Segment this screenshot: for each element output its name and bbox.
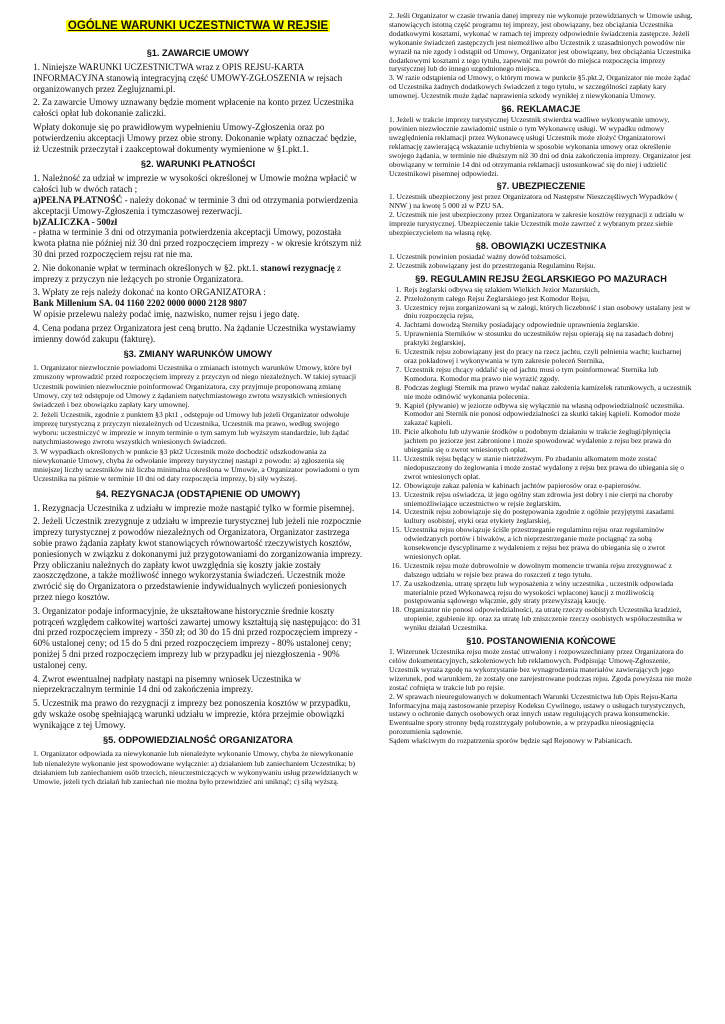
deposit-text: - płatna w terminie 3 dni od otrzymania potwierdzenia akceptacji Umowy, pozostała kwota płatna nie później niż 30 dni przed rozpoczęciem imprezy - w okresie krótszym niż 30 dni przed rozpoczęciem rejsu rat nie ma. — [33, 227, 362, 259]
list-item: 5. Uprawnienia Sterników w stosunku do uczestników rejsu opierają się na zasadach dobrej praktyki żeglarskiej, — [403, 330, 693, 348]
s2-paragraph-3 — [33, 287, 363, 319]
s2-paragraph-4: 4. Cena podana przez Organizatora jest ceną brutto. Na żądanie Uczestnika wystawiamy imienny dowód zakupu (fakturę). — [33, 322, 356, 344]
section-10-title: §10. POSTANOWIENIA KOŃCOWE — [466, 636, 616, 647]
section-8-title: §8. OBOWIĄZKI UCZESTNIKA — [475, 240, 607, 251]
s6-paragraph-1: 1. Jeżeli w trakcie imprezy turystycznej Uczestnik stwierdza wadliwe wykonywanie umowy, powinien niezwłocznie zawiadomić ustnie o tym Wykonawcę usługi. W wypadku odmowy uwzględnienia reklamacji przez Wykonawcę usługi Uczestnik może złożyć Organizatorowi reklamację zawierającą wskazanie uchybienia w sposobie wykonania umowy oraz określenie swojego żądania, w terminie nie dłuższym niż 30 dni od dnia zakończenia imprezy. Organizator jest obowiązany w terminie 14 dni od otrzymania reklamacji ustosunkować się do niej i udzielić Uczestnikowi pisemnej odpowiedzi. — [389, 115, 691, 178]
s2-paragraph-1 — [33, 173, 363, 259]
s2-p2-text-a: 2. Nie dokonanie wpłat w terminach określonych w §2. pkt.1. — [33, 262, 261, 273]
s3-paragraph-2: 2. Jeżeli Uczestnik, zgodnie z punktem §3 pkt1 , odstępuje od Umowy lub jeżeli Organizator odwołuje imprezę turystyczną z przyczyn niezależnych od Uczestnika, Uczestnik ma prawo, według swojego wyboru: uczestniczyć w imprezie w innym terminie o tym samym lub wyższym standardzie, lub żądać natychmiastowego zwrotu wszystkich wniesionych świadczeń. — [33, 409, 350, 447]
s1-paragraph-1: 1. Niniejsze WARUNKI UCZESTNICTWA wraz z OPIS REJSU-KARTA INFORMACYJNA stanowią integracyjną część UMOWY-ZGŁOSZENIA w rejsach organizowanych przez Zeglujznami.pl. — [33, 62, 343, 94]
section-7-title: §7. UBEZPIECZENIE — [496, 181, 586, 192]
list-item: 13. Uczestnik rejsu oświadcza, iż jego ogólny stan zdrowia jest dobry i nie cierpi na choroby uniemożliwiające uczestnictwo w rejsie żeglarskim, — [403, 491, 693, 509]
section-2-title: §2. WARUNKI PŁATNOŚCI — [140, 159, 256, 170]
list-item: 8. Podczas żeglugi Sternik ma prawo wydać nakaz założenia kamizelek ratunkowych, a uczestnik nie może odmówić wykonania polecenia. — [403, 384, 693, 402]
s7-paragraph-2: 2. Uczestnik nie jest ubezpieczony przez Organizatora w zakresie kosztów rezygnacji z udziału w imprezie turystycznej. Ubezpieczenie takie Uczestnik może zawrzeć z wybranym przez siebie ubezpieczycielem na własną rękę. — [389, 210, 684, 238]
list-item: 11. Uczestnik rejsu będący w stanie nietrzeźwym. Po zbadaniu alkomatem może zostać niedopuszczony do żeglowania i może zostać wydalony z rejsu bez prawa do ubiegania się o zwrot wniesionych opłat. — [403, 455, 693, 482]
s8-paragraph-1: 1. Uczestnik powinien posiadać ważny dowód tożsamości. — [389, 251, 567, 261]
regulations-list — [389, 286, 693, 633]
section-1-title: §1. ZAWARCIE UMOWY — [146, 48, 250, 58]
s4-paragraph-4: 4. Zwrot ewentualnej nadpłaty nastąpi na pisemny wniosek Uczestnika w nieprzekraczalnym terminie 14 dni od zakończenia imprezy. — [33, 673, 302, 695]
s10-paragraph-3: Sądem właściwym do rozpatrzenia sporów będzie sąd Rejonowy w Pabianicach. — [389, 736, 633, 746]
right-column — [389, 12, 693, 746]
section-6-title: §6. REKLAMACJE — [501, 104, 581, 115]
s2-paragraph-2 — [33, 263, 363, 285]
section-5-title: §5. ODPOWIEDZIALNOŚĆ ORGANIZATORA — [102, 735, 294, 746]
list-item: 10. Picie alkoholu lub używanie środków o podobnym działaniu w trakcie żeglugi/płynięcia jachtem po jeziorze jest zabronione i może spowodować wydalenie z rejsu bez prawa do ubiegania się o zwrot wniesionych opłat. — [403, 428, 693, 455]
list-item: 17. Za uszkodzenia, utratę sprzętu lub wyposażenia z winy uczestnika , uczestnik odpowiada materialnie przed Wykonawcą rejsu do wysokości wpłaconej kaucji z możliwością postępowania sądowego włącznie, gdy straty przewyższają kaucję. — [403, 580, 693, 607]
full-payment-label: a)PEŁNA PŁATNOŚĆ — [33, 194, 123, 205]
document-title-wrap — [33, 16, 363, 34]
s2-p3-text: 3. Wpłaty ze rejs należy dokonać na konto ORGANIZATORA : — [33, 287, 266, 298]
list-item: 3. Uczestnicy rejsu zorganizowani są w załogi, których liczebność i stan osobowy ustalany jest w dniu rozpoczęcia rejsu, — [403, 304, 693, 322]
s1-paragraph-3: Wpłaty dokonuje się po prawidłowym wypełnieniu Umowy-Zgłoszenia oraz po potwierdzeniu akceptacji Umowy przez obie strony. Dokonanie wpłaty oznaczać będzie, iż Uczestnik przeczytał i zaakceptował dokumenty wymienione w §1.pkt.1. — [33, 121, 357, 154]
deposit-label: b)ZALICZKA - 500zł — [33, 216, 118, 227]
list-item: 18. Organizator nie ponosi odpowiedzialności, za utratę rzeczy osobistych Uczestnika kradzież, utopienie, zgubienie itp. oraz za utratę lub zniszczenie rzeczy osobistych współuczestnika w wyniku działań Uczestnika. — [403, 606, 693, 633]
s1-paragraph-2: 2. Za zawarcie Umowy uznawany będzie moment wpłacenie na konto przez Uczestnika całości opłat lub dokonanie zaliczki. — [33, 97, 354, 119]
s2-p2-bold: stanowi rezygnację — [260, 262, 335, 273]
section-4-title: §4. REZYGNACJA (ODSTĄPIENIE OD UMOWY) — [95, 488, 301, 499]
s5-paragraph-2: 2. Jeśli Organizator w czasie trwania danej imprezy nie wykonuje przewidzianych w Umowie usług, stanowiących istotną część programu tej imprezy, jest obowiązany, bez obciążania Uczestnika dodatkowymi kosztami, wykonać w ramach tej imprezy odpowiednie świadczenia zastępcze. Jeżeli wykonanie świadczeń zastępczych jest niemożliwe albo Uczestnik z uzasadnionych powodów nie wyraził na nie zgody i odstąpił od Umowy, Organizator jest obowiązany, bez obciążania Uczestnika dodatkowymi kosztami z tego tytułu, zapewnić mu powrót do miejsca rozpoczęcia imprezy turystycznej lub do innego uzgodnionego miejsca. — [389, 11, 693, 74]
s4-paragraph-5: 5. Uczestnik ma prawo do rezygnacji z imprezy bez ponoszenia kosztów w przypadku, gdy wskaże osobę spełniającą warunki udziału w imprezie, która przejmie obowiązki wynikające z tej Umowy. — [33, 698, 351, 730]
s3-paragraph-1: 1. Organizator niezwłocznie powiadomi Uczestnika o zmianach istotnych warunków Umowy, które był zmuszony wprowadzić przed rozpoczęciem imprezy z przyczyn od niego niezależnych. W takiej sytuacji Uczestnik powinien niezwłocznie poinformować Organizatora, czy przyjmuje proponowaną zmianę Umowy, czy też odstępuje od Umowy z żądaniem natychmiastowego zwrotu wszystkich wniesionych świadczeń i bez obowiązku zapłaty kary umownej. — [33, 363, 357, 409]
list-item: 7. Uczestnik rejsu chcący oddalić się od jachtu musi o tym poinformować Sternika lub Komodora. Komodor ma prawo nie wyrazić zgody. — [403, 366, 693, 384]
s5-paragraph-3: 3. W razie odstąpienia od Umowy, o którym mowa w punkcie §5.pkt.2, Organizator nie może żądać od Uczestnika żadnych dodatkowych świadczeń z tego tytułu, w szczególności zapłaty kary umownej. Uczestnik może żądać naprawienia szkody wynikłej z niewykonania Umowy. — [389, 73, 691, 101]
s2-p3-note: W opisie przelewu należy podać imię, nazwisko, numer rejsu i jego datę. — [33, 308, 300, 319]
s10-paragraph-1: 1. Wizerunek Uczestnika rejsu może zostać utrwalony i rozpowszechniany przez Organizatora do celów dokumentacyjnych, szkoleniowych lub reklamowych. Podpisując Umowę-Zgłoszenie, Uczestnik wyraża zgodę na wykorzystanie bez wynagrodzenia materiałów zawierających jego wizerunek, pod warunkiem, że zostały one zarejestrowane podczas rejsu. Zgoda powyższa nie może zostać cofnięta w trakcie lub po rejsie. — [389, 647, 692, 692]
list-item: 12. Obowiązuje zakaz palenia w kabinach jachtów papierosów oraz e-papierosów. — [403, 482, 693, 491]
list-item: 14. Uczestnik rejsu zobowiązuje się do postępowania zgodnie z ogólnie przyjętymi zasadami kultury osobistej, etyki oraz etykiety żeglarskiej, — [403, 508, 693, 526]
list-item: 1. Rejs żeglarski odbywa się szlakiem Wielkich Jezior Mazurskich, — [403, 286, 693, 295]
s7-paragraph-1: 1. Uczestnik ubezpieczony jest przez Organizatora od Następstw Nieszczęśliwych Wypadków ( NNW ) na kwotę 5 000 zł w PZU SA. — [389, 192, 678, 211]
s2-p1-text: 1. Należność za udział w imprezie w wysokości określonej w Umowie można wpłacić w całości lub w dwóch ratach ; — [33, 173, 357, 195]
left-column — [33, 12, 363, 787]
list-item: 15. Uczestnika rejsu obowiązuje ściśle przestrzeganie regulaminu rejsu oraz regulaminów odwiedzanych portów i biwaków, a ich nieprzestrzeganie może pociągnąć za sobą konsekwencje dyscyplinarne z wydaleniem z rejsu bez prawa do ubiegania się o zwrot wniesionych opłat. — [403, 526, 693, 562]
list-item: 9. Kąpiel (pływanie) w jeziorze odbywa się wyłącznie na własną odpowiedzialność uczestnika. Komodor ani Sternik nie ponosi odpowiedzialności za skutki takiej kąpieli. Komodor może zakazać kąpieli. — [403, 402, 693, 429]
s8-paragraph-2: 2. Uczestnik zobowiązany jest do przestrzegania Regulaminu Rejsu. — [389, 260, 596, 270]
list-item: 2. Przełożonym całego Rejsu Żeglarskiego jest Komodor Rejsu, — [403, 295, 693, 304]
s4-paragraph-3: 3. Organizator podaje informacyjnie, że ukształtowane historycznie średnie koszty potrąceń względem całkowitej wartości zawartej umowy kształtują się następująco: do 31 dni przed rozpoczęciem imprezy - 350 zł; od 30 do 15 dni przed rozpoczęciem imprezy - 60% ustalonej ceny; od 15 do 5 dni przed rozpoczęciem imprezy - 80% ustalonej ceny; poniżej 5 dni przed rozpoczęciem imprezy lub w przypadku jej niezgłoszenia - 90% ustalonej ceny. — [33, 605, 361, 670]
section-9-title: §9. REGULAMIN REJSU ŻEGLARSKIEGO PO MAZURACH — [415, 273, 667, 284]
bank-account: Bank Millenium SA. 04 1160 2202 0000 0000 2128 9807 — [33, 298, 247, 309]
section-3-title: §3. ZMIANY WARUNKÓW UMOWY — [123, 349, 273, 360]
list-item: 6. Uczestnik rejsu zobowiązany jest do pracy na rzecz jachtu, czyli pełnienia wacht; kucharnej oraz pokładowej i wykonywania w tym zakresie poleceń Sternika, — [403, 348, 693, 366]
s4-paragraph-1: 1. Rezygnacja Uczestnika z udziału w imprezie może nastąpić tylko w formie pisemnej. — [33, 502, 355, 513]
s3-paragraph-3: 3. W wypadkach określonych w punkcie §3 pkt2 Uczestnik może dochodzić odszkodowania za niewykonanie Umowy, chyba że odwołanie imprezy turystycznej nastąpi z powodu: a) zgłoszenia się mniejszej liczby uczestników niż liczba minimalna określona w Umowie, a Organizator powiadomi o tym Uczestnika na piśmie w terminie 10 dni od daty rozpoczęcia imprezy, b) siły wyższej. — [33, 447, 360, 484]
list-item: 16. Uczestnik rejsu może dobrowolnie w dowolnym momencie trwania rejsu zrezygnować z dalszego udziału w rejsie bez prawa do roszczeń z tego tytułu. — [403, 562, 693, 580]
list-item: 4. Jachtami dowodzą Sterniky posiadający odpowiednie uprawnienia żeglarskie. — [403, 321, 693, 330]
full-payment-text: - należy dokonać w terminie 3 dni od otrzymania potwierdzenia akceptacji Umowy-Zgłoszenia i tymczasowej rezerwacji. — [33, 194, 358, 216]
s5-paragraph-1: 1. Organizator odpowiada za niewykonanie lub nienależyte wykonanie Umowy, chyba że niewykonanie lub nienależyte wykonanie jest spowodowane wyłącznie: a) działaniem lub zaniechaniem Uczestnika; b) działaniem lub zaniechaniem osób trzecich, nieuczestniczących w wykonywaniu usług przewidzianych w Umowie, jeżeli tych działań lub zaniechań nie można było przewidzieć ani uniknąć; c) siłą wyższą. — [33, 749, 359, 786]
s2-p2-text-c: z imprezy z przyczyn nie leżących po stronie Organizatora. — [33, 262, 342, 284]
s4-paragraph-2: 2. Jeżeli Uczestnik zrezygnuje z udziału w imprezie turystycznej lub jeżeli nie rozpocznie imprezy turystycznej z powodów niezależnych od Organizatora, Organizator zastrzega sobie prawo żądania zapłaty kwot stanowiących równowartość rzeczywistych kosztów, poniesionych w związku z dokonanymi już przygotowaniami do zorganizowania imprezy. Przy obliczaniu należnych do zapłaty kwot uwzględnia się koszty jakie zostały zaoszczędzone, a także możliwość innego wykorzystania świadczeń. Uczestnik może zwrócić się do Organizatora o przedstawienie indywidualnych wyliczeń poniesionych przez niego kosztów. — [33, 516, 363, 602]
s10-paragraph-2: 2. W sprawach nieuregulowanych w dokumentach Warunki Uczestnictwa lub Opis Rejsu-Karta Informacyjna mają zastosowanie przepisy Kodeksu Cywilnego, ustawy o usługach turystycznych, ustawy o ochronie danych osobowych oraz innych ustaw regulujących prawa konsumenckie. Ewentualne spory stronny będą rozstrzygały polubownie, a w przypadku nieosiągnięcia porozumienia sądownie. — [389, 691, 686, 737]
document-title: OGÓLNE WARUNKI UCZESTNICTWA W REJSIE — [67, 20, 329, 32]
